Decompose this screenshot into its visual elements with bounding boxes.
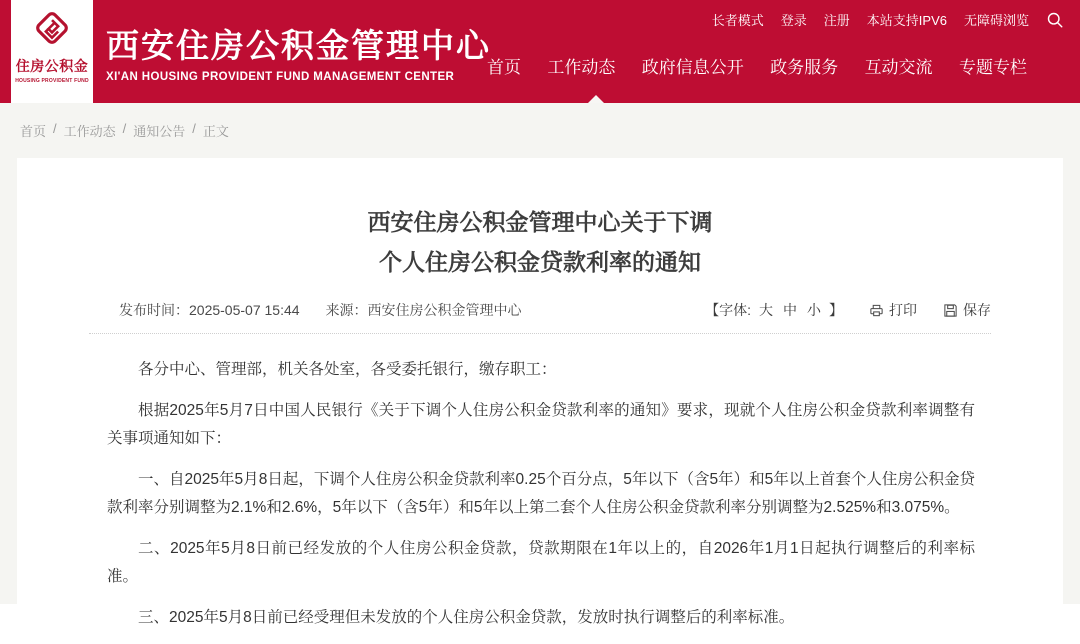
print-label: 打印	[889, 302, 917, 318]
article-title	[17, 202, 1063, 282]
article-paragraph: 根据2025年5月7日中国人民银行《关于下调个人住房公积金贷款利率的通知》要求，现就个人住房公积金贷款利率调整有关事项通知如下：	[107, 402, 975, 447]
site-subtitle: XI'AN HOUSING PROVIDENT FUND MANAGEMENT CENTER	[106, 71, 455, 83]
breadcrumb	[20, 121, 229, 140]
breadcrumb-notices[interactable]: 通知公告	[133, 124, 186, 139]
print-button[interactable]	[869, 300, 917, 320]
logo-subtitle: HOUSING PROVIDENT FUND	[15, 78, 89, 84]
save-icon	[943, 303, 958, 318]
save-label: 保存	[963, 302, 991, 318]
breadcrumb-separator: /	[122, 121, 127, 136]
nav-item-interaction[interactable]: 互动交流	[864, 58, 933, 77]
font-size-medium-button[interactable]: 中	[783, 302, 797, 318]
source-value: 西安住房公积金管理中心	[367, 302, 522, 318]
article-meta-tools	[705, 300, 991, 320]
site-header	[0, 0, 1080, 103]
search-icon[interactable]	[1046, 11, 1064, 29]
article-paragraph: 各分中心、管理部，机关各处室，各受委托银行，缴存职工：	[138, 361, 557, 378]
breadcrumb-work-news[interactable]: 工作动态	[63, 124, 116, 139]
nav-item-home[interactable]: 首页	[487, 58, 521, 77]
publish-time-label: 发布时间：	[119, 302, 189, 318]
topbar-link-accessibility[interactable]: 无障碍浏览	[963, 13, 1029, 28]
provident-fund-diamond-icon	[31, 7, 73, 54]
topbar-link-login[interactable]: 登录	[780, 13, 807, 28]
article-body	[107, 356, 975, 632]
site-logo[interactable]	[11, 0, 93, 103]
nav-item-work-news[interactable]: 工作动态	[547, 58, 616, 77]
breadcrumb-separator: /	[53, 121, 57, 136]
article-paragraph: 一、自2025年5月8日起，下调个人住房公积金贷款利率0.25个百分点，5年以下（含5年）和5年以上首套个人住房公积金贷款利率分别调整为2.1%和2.6%，5年以下（含5年）和5年以上第二套个人住房公积金贷款利率分别调整为2.525%和3.075%。	[107, 471, 975, 516]
site-title-block	[106, 20, 491, 83]
topbar-link-register[interactable]: 注册	[823, 13, 850, 28]
font-size-bracket-close: 】	[829, 302, 843, 318]
topbar-link-ipv6[interactable]: 本站支持IPV6	[866, 13, 947, 28]
font-size-small-button[interactable]: 小	[807, 302, 821, 318]
printer-icon	[869, 303, 884, 318]
source-label: 来源：	[325, 302, 368, 318]
breadcrumb-current: 正文	[202, 124, 229, 139]
font-size-bracket-open: 【字体:	[705, 302, 751, 318]
article-paragraph: 三、2025年5月8日前已经受理但未发放的个人住房公积金贷款，发放时执行调整后的利率标准。	[138, 609, 795, 626]
breadcrumb-home[interactable]: 首页	[20, 124, 47, 139]
nav-item-gov-info[interactable]: 政府信息公开	[641, 58, 744, 77]
publish-time-value: 2025-05-07 15:44	[189, 302, 300, 318]
logo-title: 住房公积金	[15, 58, 89, 74]
nav-item-special-topics[interactable]: 专题专栏	[958, 58, 1027, 77]
save-button[interactable]	[943, 300, 991, 320]
active-tab-indicator	[588, 95, 604, 103]
site-title: 西安住房公积金管理中心	[106, 27, 491, 64]
font-size-large-button[interactable]: 大	[759, 302, 773, 318]
article-title-line1: 西安住房公积金管理中心关于下调	[367, 209, 713, 235]
topbar	[712, 10, 1064, 29]
main-nav	[487, 53, 1027, 78]
nav-item-gov-services[interactable]: 政务服务	[770, 58, 839, 77]
article-card	[17, 158, 1063, 644]
article-paragraph: 二、2025年5月8日前已经发放的个人住房公积金贷款，贷款期限在1年以上的，自2026年1月1日起执行调整后的利率标准。	[107, 540, 975, 585]
article-title-line2: 个人住房公积金贷款利率的通知	[379, 249, 701, 275]
article-meta-row	[89, 300, 991, 334]
breadcrumb-separator: /	[192, 121, 196, 136]
topbar-link-elder-mode[interactable]: 长者模式	[711, 13, 764, 28]
article-meta-left	[119, 300, 522, 320]
